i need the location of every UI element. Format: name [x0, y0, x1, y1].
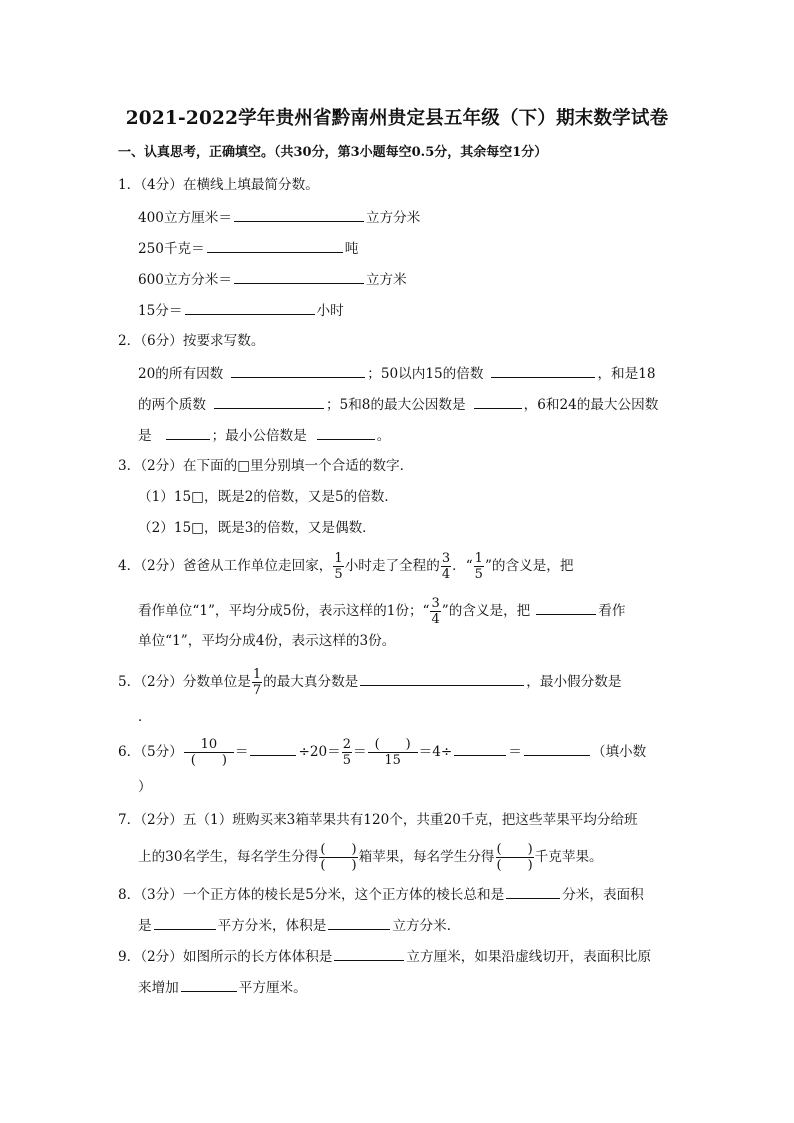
- section-heading: 一、认真思考，正确填空。（共30分，第3小题每空0.5分，其余每空1分）: [118, 145, 548, 160]
- answer-blank[interactable]: [524, 740, 590, 756]
- answer-blank[interactable]: [491, 362, 595, 378]
- q8-line-2: 是 平方分米，体积是 立方分米．: [138, 914, 460, 936]
- q4-line-3: 单位“1”，平均分成4份，表示这样的3份。: [138, 633, 396, 649]
- fraction: $\frac{1}{5}$: [474, 551, 483, 582]
- q1-heading: 1．（4分）在横线上填最简分数。: [118, 177, 319, 193]
- q7-line-1: 7．（2分）五（1）班购买来3箱苹果共有120个，共重20千克，把这些苹果平均分给班: [118, 812, 638, 828]
- answer-blank[interactable]: [166, 424, 210, 440]
- q7-line-2: 上的30名学生，每名学生分得 $\frac{( )}{( )}$ 箱苹果，每名学生分得 $\frac{( )}{( )}$ 千克苹果。: [138, 842, 603, 873]
- answer-blank[interactable]: [154, 914, 216, 930]
- q9-line-1: 9．（2分）如图所示的长方体体积是 立方厘米，如果沿虚线切开，表面积比原: [118, 945, 651, 967]
- answer-fraction[interactable]: $\frac{( )}{( )}$: [320, 842, 357, 873]
- answer-blank[interactable]: [334, 945, 404, 961]
- q2-line-2: 的两个质数 ；5和8的最大公因数是 ，6和24的最大公因数: [138, 393, 658, 415]
- fraction: $\frac{2}{5}$: [342, 737, 352, 768]
- fraction: $\frac{1}{7}$: [252, 667, 262, 698]
- q4-line-2: 看作单位“1”，平均分成5份，表示这样的1份；“ $\frac{3}{4}$ ”的含义是，把 看作: [138, 596, 626, 627]
- q1-item-a: 400立方厘米＝ 立方分米: [138, 206, 420, 228]
- fraction: $\frac{3}{4}$: [431, 596, 440, 627]
- answer-blank[interactable]: [234, 206, 364, 222]
- q6-line-1: 6．（5分） $\frac{10}{( )}$ ＝ ÷20＝ $\frac{2}{5}$ ＝ $\frac{( )}{15}$ ＝4÷ ＝ （填小数: [118, 737, 647, 768]
- q1-item-d: 15分＝ 小时: [138, 299, 344, 321]
- q1-item-c: 600立方分米＝ 立方米: [138, 268, 407, 290]
- answer-blank[interactable]: [536, 599, 596, 615]
- q3-heading: 3．（2分）在下面的□里分别填一个合适的数字．: [118, 458, 414, 474]
- answer-blank[interactable]: [506, 883, 560, 899]
- q3-item-1: （1）15□，既是2的倍数，又是5的倍数．: [138, 489, 398, 505]
- answer-blank[interactable]: [234, 268, 364, 284]
- fraction: $\frac{10}{( )}$: [184, 738, 234, 767]
- answer-blank[interactable]: [185, 299, 315, 315]
- answer-blank[interactable]: [181, 976, 237, 992]
- answer-blank[interactable]: [328, 914, 390, 930]
- page-title: 2021-2022学年贵州省黔南州贵定县五年级（下）期末数学试卷: [125, 108, 669, 129]
- fraction: $\frac{( )}{15}$: [368, 738, 418, 767]
- q6-line-2: ）: [138, 779, 152, 795]
- answer-fraction[interactable]: $\frac{( )}{( )}$: [496, 842, 533, 873]
- fraction: $\frac{3}{4}$: [441, 551, 451, 582]
- q2-heading: 2．（6分）按要求写数。: [118, 333, 265, 349]
- q3-item-2: （2）15□，既是3的倍数，又是偶数．: [138, 520, 376, 536]
- q8-line-1: 8．（3分）一个正方体的棱长是5分米，这个正方体的棱长总和是 分米，表面积: [118, 883, 644, 905]
- answer-blank[interactable]: [207, 237, 343, 253]
- q2-line-1: 20的所有因数 ；50以内15的倍数 ，和是18: [138, 362, 656, 384]
- q5-line-2: ．: [138, 709, 152, 725]
- answer-blank[interactable]: [360, 670, 524, 686]
- answer-blank[interactable]: [454, 740, 506, 756]
- q5-line-1: 5．（2分）分数单位是 $\frac{1}{7}$ 的最大真分数是 ，最小假分数是: [118, 667, 622, 698]
- answer-blank[interactable]: [317, 424, 375, 440]
- q4-line-1: 4．（2分）爸爸从工作单位走回家， $\frac{1}{5}$ 小时走了全程的 $\frac{3}{4}$ ．“ $\frac{1}{5}$ ”的含义是，把: [118, 551, 574, 582]
- answer-blank[interactable]: [231, 362, 365, 378]
- fraction: $\frac{1}{5}$: [334, 551, 343, 582]
- q2-line-3: 是 ；最小公倍数是 。: [138, 424, 390, 446]
- q1-item-b: 250千克＝ 吨: [138, 237, 358, 259]
- q9-line-2: 来增加 平方厘米。: [138, 976, 307, 998]
- answer-blank[interactable]: [250, 740, 296, 756]
- answer-blank[interactable]: [474, 393, 522, 409]
- answer-blank[interactable]: [214, 393, 324, 409]
